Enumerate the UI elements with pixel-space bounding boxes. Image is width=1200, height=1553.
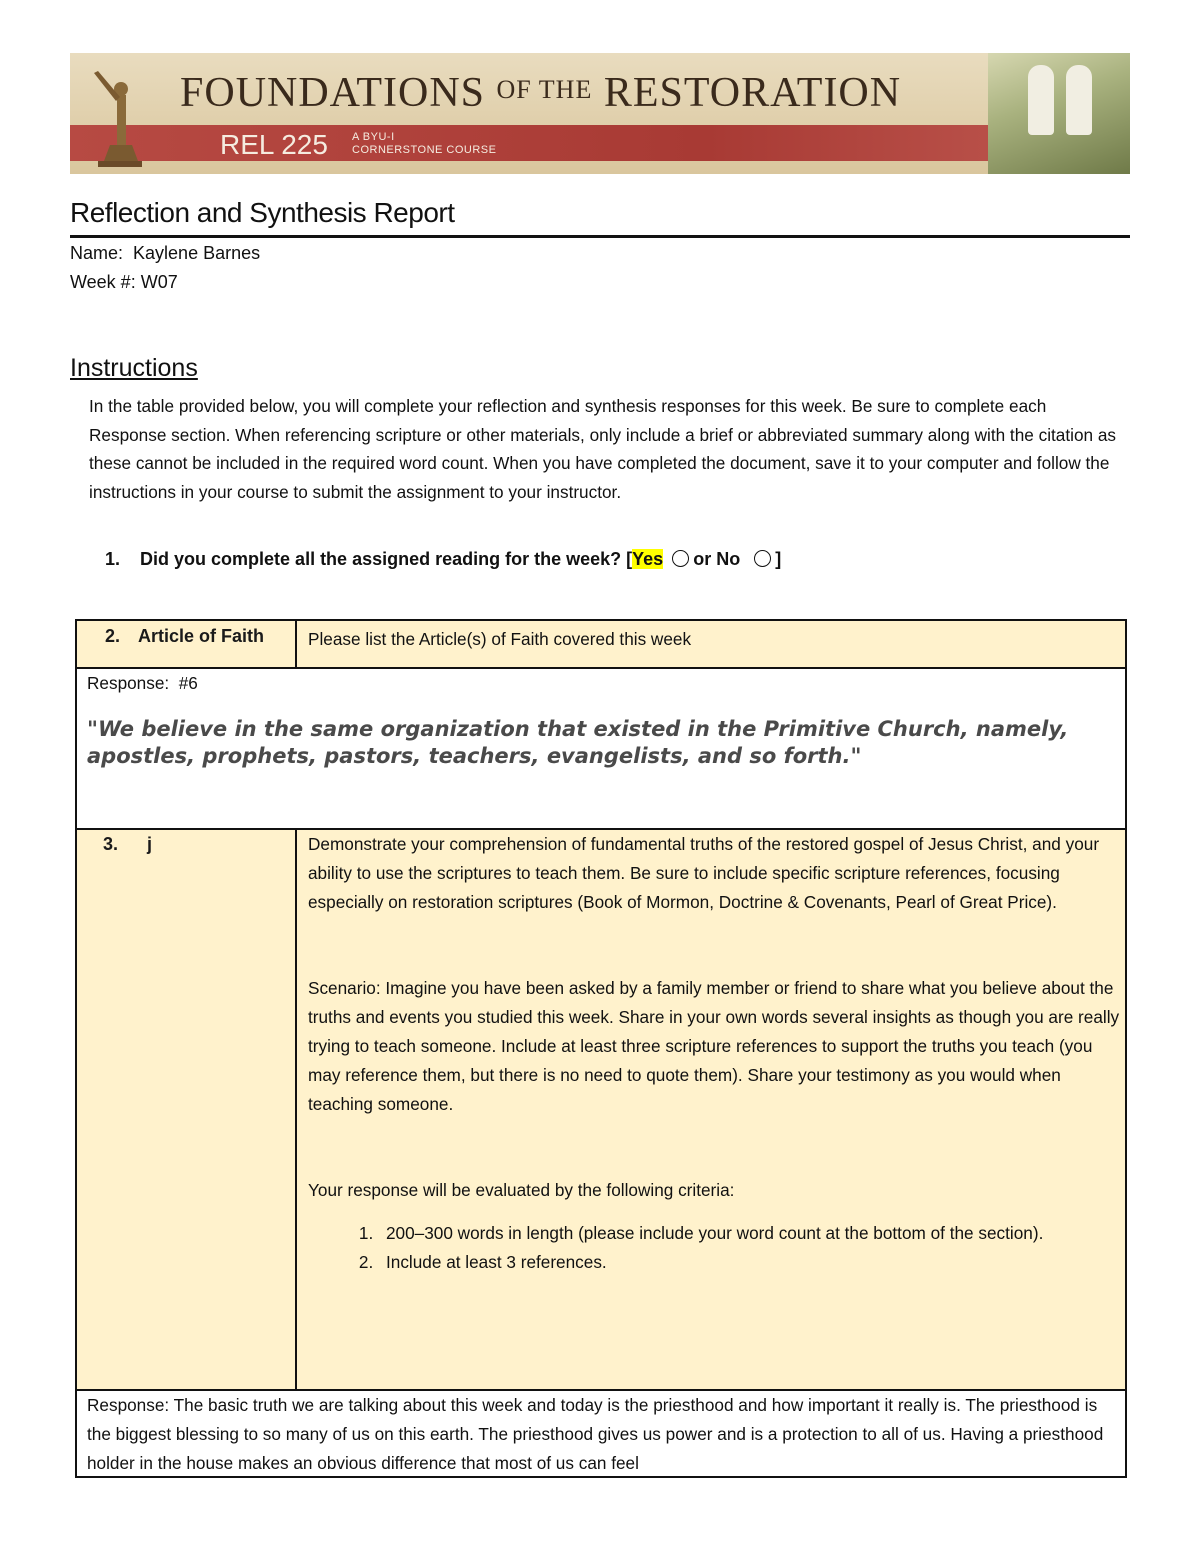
angel-moroni-statue-icon — [88, 61, 150, 169]
criteria-list — [308, 1219, 1120, 1277]
row3-label: j — [147, 834, 153, 854]
week-label: Week #: — [70, 272, 136, 292]
course-banner — [70, 53, 1130, 174]
yes-radio[interactable] — [672, 550, 689, 567]
table-column-rule — [295, 621, 297, 667]
row2-response-label: Response: — [87, 673, 170, 693]
row3-prompt-scenario: Scenario: Imagine you have been asked by a family member or friend to share what you believe about the truths and events you studied this week. Share in your own words several insights as though you are really trying to teach someone. Include at least three scripture references to support the truths you teach (you may reference them, but there is no need to quote them). Share your testimony as you would when teaching someone. — [308, 978, 1120, 1114]
row3-prompt-criteria-intro: Your response will be evaluated by the following criteria: — [308, 1180, 735, 1201]
row2-label: Article of Faith — [138, 626, 265, 646]
banner-course-code: REL 225 — [220, 129, 328, 160]
row2-response — [87, 669, 198, 698]
painting-figure — [1066, 65, 1092, 135]
article-of-faith-quote: "We believe in the same organization that existed in the Primitive Church, namely, apostles, prophets, pastors, teachers, evangelists, and so forth." — [87, 717, 1069, 768]
week-value: W07 — [140, 272, 178, 292]
row2-number: 2. — [105, 626, 121, 646]
row2-prompt: Please list the Article(s) of Faith covered this week — [308, 629, 692, 649]
question-reading: 1. Did you complete all the assigned reading for the week? [Yes or No ] — [105, 549, 782, 569]
banner-course-subtitle: A BYU-I CORNERSTONE COURSE — [352, 131, 497, 156]
instructions-body: In the table provided below, you will complete your reflection and synthesis responses for this week. Be sure to complete each Response section. When referencing scripture or other materials, only include a brief or abbreviated summary along with the citation as these cannot be included in the required word count. When you have completed the document, save it to your computer and follow the instructions in your course to submit the assignment to your instructor. — [89, 396, 1116, 502]
table-rule — [77, 828, 1125, 830]
banner-painting — [988, 53, 1130, 174]
instructions-heading: Instructions — [70, 354, 198, 382]
no-radio[interactable] — [754, 550, 771, 567]
table-rule — [77, 1389, 1125, 1391]
title-divider — [70, 235, 1130, 238]
name-line — [70, 243, 260, 264]
row3-number: 3. — [103, 834, 119, 854]
yes-option-label: Yes — [632, 549, 664, 569]
name-value: Kaylene Barnes — [133, 243, 261, 263]
table-column-rule — [295, 830, 297, 1389]
criteria-item: 2. Include at least 3 references. — [378, 1248, 1120, 1277]
row3-response[interactable]: Response: The basic truth we are talking about this week and today is the priesthood and how important it really is. The priesthood is the biggest blessing to so many of us on this earth. The priesthood gives us power and is a protection to all of us. Having a priesthood holder in the house makes an obvious difference that most of us can feel — [87, 1395, 1104, 1473]
row3-prompt-intro: Demonstrate your comprehension of fundamental truths of the restored gospel of Jesus Christ, and your ability to use the scriptures to teach them. Be sure to include specific scripture references, focusing especially on restoration scriptures (Book of Mormon, Doctrine & Covenants, Pearl of Great Price). — [308, 834, 1100, 912]
row2-response-value: #6 — [178, 673, 198, 693]
response-table — [75, 619, 1127, 1478]
report-title: Reflection and Synthesis Report — [70, 197, 455, 228]
painting-figure — [1028, 65, 1054, 135]
week-line — [70, 272, 178, 293]
name-label: Name: — [70, 243, 124, 263]
row3-prompt — [308, 830, 1120, 1277]
criteria-item: 1. 200–300 words in length (please include your word count at the bottom of the section). — [378, 1219, 1120, 1248]
banner-title: FOUNDATIONS OF THE RESTORATION — [180, 70, 902, 116]
table-rule — [77, 667, 1125, 669]
